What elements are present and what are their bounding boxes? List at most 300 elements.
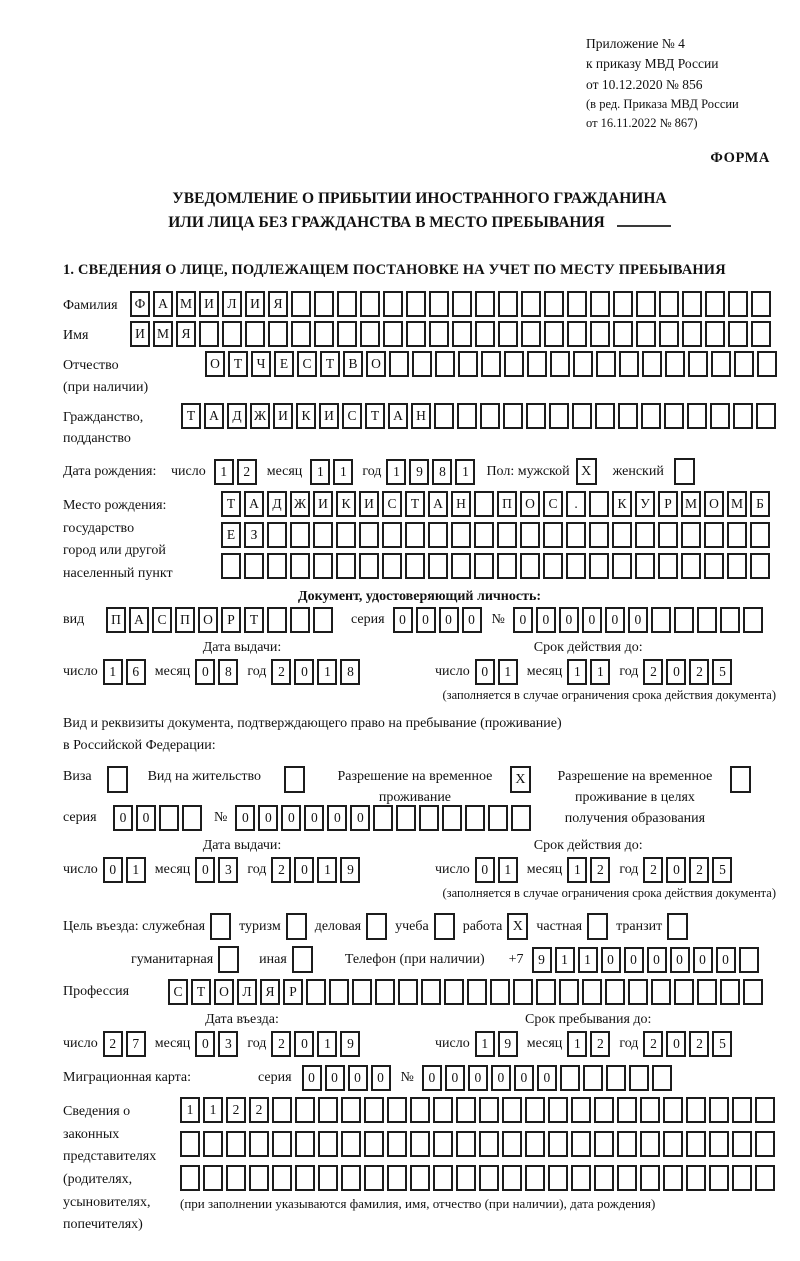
form-cell[interactable]: Н — [411, 403, 431, 429]
form-cell[interactable]: В — [343, 351, 363, 377]
form-cell[interactable] — [613, 321, 633, 347]
form-cell[interactable] — [536, 979, 556, 1005]
form-cell[interactable]: 0 — [371, 1065, 391, 1091]
form-cell[interactable] — [295, 1131, 315, 1157]
form-cell[interactable] — [203, 1131, 223, 1157]
form-cell[interactable] — [664, 403, 684, 429]
form-cell[interactable]: Ч — [251, 351, 271, 377]
form-cell[interactable] — [755, 1165, 775, 1191]
birth-day-cells[interactable] — [214, 459, 257, 485]
form-cell[interactable] — [479, 1165, 499, 1191]
form-cell[interactable]: 0 — [537, 1065, 557, 1091]
form-cell[interactable] — [525, 1131, 545, 1157]
form-cell[interactable] — [272, 1097, 292, 1123]
form-cell[interactable]: К — [336, 491, 356, 517]
doc-number-cells[interactable] — [513, 607, 763, 633]
form-cell[interactable] — [686, 1097, 706, 1123]
form-cell[interactable] — [727, 553, 747, 579]
form-cell[interactable] — [710, 403, 730, 429]
form-cell[interactable] — [682, 321, 702, 347]
form-cell[interactable] — [210, 913, 231, 940]
form-cell[interactable]: 0 — [294, 659, 314, 685]
form-cell[interactable]: И — [273, 403, 293, 429]
form-cell[interactable] — [467, 979, 487, 1005]
form-cell[interactable]: 0 — [103, 857, 123, 883]
form-cell[interactable]: Р — [283, 979, 303, 1005]
doc-type-cells[interactable] — [106, 607, 333, 633]
form-cell[interactable] — [705, 321, 725, 347]
form-cell[interactable] — [686, 1131, 706, 1157]
form-cell[interactable] — [628, 979, 648, 1005]
form-cell[interactable] — [405, 553, 425, 579]
form-cell[interactable]: Р — [221, 607, 241, 633]
form-cell[interactable] — [421, 979, 441, 1005]
form-cell[interactable] — [267, 607, 287, 633]
form-cell[interactable]: С — [297, 351, 317, 377]
birthplace-cells-row1[interactable] — [221, 491, 770, 517]
form-cell[interactable] — [199, 321, 219, 347]
form-cell[interactable] — [629, 1065, 649, 1091]
entry-day-cells[interactable] — [103, 1031, 146, 1057]
form-cell[interactable]: И — [359, 491, 379, 517]
form-cell[interactable] — [159, 805, 179, 831]
form-cell[interactable]: 0 — [582, 607, 602, 633]
stay-month-cells[interactable] — [567, 1031, 610, 1057]
form-cell[interactable] — [640, 1165, 660, 1191]
form-cell[interactable] — [589, 491, 609, 517]
stay-year-cells[interactable] — [643, 1031, 732, 1057]
form-cell[interactable]: С — [543, 491, 563, 517]
form-cell[interactable]: А — [153, 291, 173, 317]
form-cell[interactable]: 0 — [670, 947, 690, 973]
form-cell[interactable] — [383, 291, 403, 317]
form-cell[interactable] — [544, 291, 564, 317]
form-cell[interactable]: 0 — [113, 805, 133, 831]
form-cell[interactable]: Е — [274, 351, 294, 377]
form-cell[interactable] — [284, 766, 305, 793]
form-cell[interactable] — [502, 1131, 522, 1157]
form-cell[interactable]: 1 — [317, 857, 337, 883]
form-cell[interactable]: Т — [228, 351, 248, 377]
form-cell[interactable] — [658, 522, 678, 548]
form-cell[interactable] — [733, 403, 753, 429]
form-cell[interactable]: X — [576, 458, 597, 485]
form-cell[interactable] — [709, 1097, 729, 1123]
form-cell[interactable] — [457, 403, 477, 429]
form-cell[interactable] — [571, 1165, 591, 1191]
form-cell[interactable] — [341, 1131, 361, 1157]
form-cell[interactable]: 2 — [689, 857, 709, 883]
form-cell[interactable] — [244, 553, 264, 579]
form-cell[interactable] — [272, 1131, 292, 1157]
form-cell[interactable] — [410, 1165, 430, 1191]
form-cell[interactable] — [665, 351, 685, 377]
form-cell[interactable] — [318, 1131, 338, 1157]
doc-issue-day-cells[interactable] — [103, 659, 146, 685]
form-cell[interactable] — [548, 1097, 568, 1123]
form-cell[interactable] — [612, 522, 632, 548]
form-cell[interactable] — [382, 553, 402, 579]
form-cell[interactable] — [375, 979, 395, 1005]
purpose-official-checkbox[interactable] — [210, 913, 231, 940]
form-cell[interactable] — [635, 553, 655, 579]
form-cell[interactable] — [359, 553, 379, 579]
form-cell[interactable]: 2 — [590, 857, 610, 883]
form-cell[interactable] — [674, 458, 695, 485]
form-cell[interactable] — [727, 522, 747, 548]
form-cell[interactable]: Я — [176, 321, 196, 347]
form-cell[interactable]: А — [428, 491, 448, 517]
form-cell[interactable] — [511, 805, 531, 831]
form-cell[interactable]: 2 — [689, 1031, 709, 1057]
form-cell[interactable] — [366, 913, 387, 940]
form-cell[interactable] — [757, 351, 777, 377]
form-cell[interactable] — [249, 1131, 269, 1157]
mig-series-cells[interactable] — [302, 1065, 391, 1091]
form-cell[interactable] — [456, 1097, 476, 1123]
form-cell[interactable] — [605, 979, 625, 1005]
form-cell[interactable] — [382, 522, 402, 548]
form-cell[interactable] — [218, 946, 239, 973]
form-cell[interactable]: М — [681, 491, 701, 517]
form-cell[interactable] — [318, 1097, 338, 1123]
form-cell[interactable]: 0 — [136, 805, 156, 831]
form-cell[interactable]: О — [520, 491, 540, 517]
form-cell[interactable] — [730, 766, 751, 793]
form-cell[interactable]: 0 — [439, 607, 459, 633]
form-cell[interactable]: 9 — [340, 857, 360, 883]
form-cell[interactable] — [249, 1165, 269, 1191]
form-cell[interactable] — [435, 351, 455, 377]
form-cell[interactable]: 1 — [578, 947, 598, 973]
form-cell[interactable] — [751, 291, 771, 317]
form-cell[interactable] — [526, 403, 546, 429]
form-cell[interactable]: 2 — [643, 857, 663, 883]
form-cell[interactable] — [364, 1097, 384, 1123]
form-cell[interactable] — [612, 553, 632, 579]
form-cell[interactable] — [525, 1097, 545, 1123]
form-cell[interactable] — [291, 321, 311, 347]
purpose-other-checkbox[interactable] — [292, 946, 313, 973]
form-cell[interactable] — [306, 979, 326, 1005]
form-cell[interactable] — [548, 1131, 568, 1157]
form-cell[interactable] — [595, 403, 615, 429]
form-cell[interactable] — [475, 291, 495, 317]
form-cell[interactable] — [543, 553, 563, 579]
form-cell[interactable] — [286, 913, 307, 940]
form-cell[interactable] — [663, 1131, 683, 1157]
form-cell[interactable]: А — [244, 491, 264, 517]
form-cell[interactable]: 0 — [693, 947, 713, 973]
form-cell[interactable] — [667, 913, 688, 940]
form-cell[interactable] — [635, 522, 655, 548]
form-cell[interactable] — [318, 1165, 338, 1191]
form-cell[interactable]: О — [704, 491, 724, 517]
form-cell[interactable]: 2 — [271, 1031, 291, 1057]
form-cell[interactable]: 1 — [317, 659, 337, 685]
form-cell[interactable] — [290, 553, 310, 579]
form-cell[interactable]: Т — [244, 607, 264, 633]
permit-series-cells[interactable] — [113, 805, 202, 831]
form-cell[interactable] — [571, 1097, 591, 1123]
form-cell[interactable] — [503, 403, 523, 429]
form-cell[interactable] — [697, 979, 717, 1005]
form-cell[interactable] — [456, 1131, 476, 1157]
form-cell[interactable]: Л — [222, 291, 242, 317]
form-cell[interactable] — [406, 291, 426, 317]
form-cell[interactable] — [502, 1165, 522, 1191]
form-cell[interactable]: Ф — [130, 291, 150, 317]
form-cell[interactable] — [451, 522, 471, 548]
form-cell[interactable] — [465, 805, 485, 831]
permit-number-cells[interactable] — [235, 805, 531, 831]
form-cell[interactable] — [755, 1131, 775, 1157]
entry-month-cells[interactable] — [195, 1031, 238, 1057]
form-cell[interactable] — [456, 1165, 476, 1191]
form-cell[interactable]: С — [382, 491, 402, 517]
form-cell[interactable] — [594, 1165, 614, 1191]
form-cell[interactable] — [651, 607, 671, 633]
form-cell[interactable]: 9 — [498, 1031, 518, 1057]
form-cell[interactable]: Ж — [290, 491, 310, 517]
form-cell[interactable] — [502, 1097, 522, 1123]
form-cell[interactable]: 2 — [689, 659, 709, 685]
form-cell[interactable]: И — [319, 403, 339, 429]
form-cell[interactable] — [720, 979, 740, 1005]
surname-cells[interactable] — [130, 291, 771, 317]
form-cell[interactable] — [480, 403, 500, 429]
form-cell[interactable] — [720, 607, 740, 633]
form-cell[interactable] — [572, 403, 592, 429]
form-cell[interactable]: К — [612, 491, 632, 517]
form-cell[interactable] — [267, 522, 287, 548]
form-cell[interactable]: 1 — [126, 857, 146, 883]
form-cell[interactable] — [613, 291, 633, 317]
form-cell[interactable] — [433, 1165, 453, 1191]
form-cell[interactable] — [245, 321, 265, 347]
form-cell[interactable] — [107, 766, 128, 793]
form-cell[interactable] — [337, 321, 357, 347]
form-cell[interactable] — [290, 607, 310, 633]
form-cell[interactable]: Т — [365, 403, 385, 429]
birth-month-cells[interactable] — [310, 459, 353, 485]
purpose-transit-checkbox[interactable] — [667, 913, 688, 940]
form-cell[interactable] — [488, 805, 508, 831]
temp-residence-checkbox[interactable] — [501, 766, 531, 793]
form-cell[interactable] — [618, 403, 638, 429]
form-cell[interactable] — [429, 321, 449, 347]
form-cell[interactable]: Р — [658, 491, 678, 517]
form-cell[interactable]: 5 — [712, 857, 732, 883]
form-cell[interactable]: 0 — [628, 607, 648, 633]
form-cell[interactable]: 0 — [601, 947, 621, 973]
form-cell[interactable]: У — [635, 491, 655, 517]
form-cell[interactable]: 0 — [666, 659, 686, 685]
form-cell[interactable]: 2 — [271, 659, 291, 685]
form-cell[interactable]: 1 — [386, 459, 406, 485]
form-cell[interactable] — [387, 1131, 407, 1157]
form-cell[interactable] — [590, 321, 610, 347]
form-cell[interactable] — [498, 321, 518, 347]
form-cell[interactable] — [434, 913, 455, 940]
form-cell[interactable]: 0 — [416, 607, 436, 633]
form-cell[interactable] — [295, 1165, 315, 1191]
form-cell[interactable] — [479, 1097, 499, 1123]
form-cell[interactable] — [520, 553, 540, 579]
form-cell[interactable]: 2 — [643, 659, 663, 685]
form-cell[interactable]: 0 — [195, 659, 215, 685]
form-cell[interactable] — [226, 1165, 246, 1191]
form-cell[interactable] — [398, 979, 418, 1005]
form-cell[interactable]: Д — [267, 491, 287, 517]
form-cell[interactable]: 1 — [180, 1097, 200, 1123]
form-cell[interactable]: 2 — [249, 1097, 269, 1123]
form-cell[interactable]: 0 — [302, 1065, 322, 1091]
form-cell[interactable] — [433, 1097, 453, 1123]
form-cell[interactable] — [743, 607, 763, 633]
form-cell[interactable] — [452, 321, 472, 347]
form-cell[interactable] — [221, 553, 241, 579]
form-cell[interactable]: И — [130, 321, 150, 347]
form-cell[interactable] — [475, 321, 495, 347]
permit-valid-day-cells[interactable] — [475, 857, 518, 883]
form-cell[interactable] — [636, 291, 656, 317]
form-cell[interactable] — [705, 291, 725, 317]
form-cell[interactable]: Ж — [250, 403, 270, 429]
permit-issue-year-cells[interactable] — [271, 857, 360, 883]
form-cell[interactable] — [429, 291, 449, 317]
profession-cells[interactable] — [168, 979, 763, 1005]
form-cell[interactable] — [373, 805, 393, 831]
form-cell[interactable]: 0 — [325, 1065, 345, 1091]
form-cell[interactable] — [313, 522, 333, 548]
form-cell[interactable]: 0 — [422, 1065, 442, 1091]
form-cell[interactable] — [582, 979, 602, 1005]
form-cell[interactable] — [290, 522, 310, 548]
form-cell[interactable]: 1 — [567, 1031, 587, 1057]
form-cell[interactable]: 1 — [567, 857, 587, 883]
form-cell[interactable] — [389, 351, 409, 377]
form-cell[interactable] — [226, 1131, 246, 1157]
form-cell[interactable] — [359, 522, 379, 548]
purpose-work-checkbox[interactable] — [507, 913, 528, 940]
form-cell[interactable]: 5 — [712, 1031, 732, 1057]
purpose-private-checkbox[interactable] — [587, 913, 608, 940]
form-cell[interactable] — [497, 522, 517, 548]
form-cell[interactable] — [490, 979, 510, 1005]
form-cell[interactable]: X — [507, 913, 528, 940]
form-cell[interactable] — [739, 947, 759, 973]
form-cell[interactable]: 0 — [462, 607, 482, 633]
form-cell[interactable]: 0 — [624, 947, 644, 973]
form-cell[interactable] — [617, 1165, 637, 1191]
form-cell[interactable]: А — [129, 607, 149, 633]
form-cell[interactable] — [521, 321, 541, 347]
form-cell[interactable] — [410, 1131, 430, 1157]
form-cell[interactable] — [681, 553, 701, 579]
form-cell[interactable]: Б — [750, 491, 770, 517]
doc-valid-day-cells[interactable] — [475, 659, 518, 685]
form-cell[interactable] — [313, 607, 333, 633]
form-cell[interactable] — [428, 522, 448, 548]
form-cell[interactable] — [295, 1097, 315, 1123]
form-cell[interactable] — [444, 979, 464, 1005]
form-cell[interactable] — [410, 1097, 430, 1123]
form-cell[interactable] — [617, 1131, 637, 1157]
form-cell[interactable]: 0 — [536, 607, 556, 633]
form-cell[interactable] — [548, 1165, 568, 1191]
form-cell[interactable] — [428, 553, 448, 579]
form-cell[interactable] — [590, 291, 610, 317]
form-cell[interactable] — [481, 351, 501, 377]
form-cell[interactable]: 0 — [716, 947, 736, 973]
form-cell[interactable] — [697, 607, 717, 633]
form-cell[interactable]: 0 — [327, 805, 347, 831]
form-cell[interactable] — [267, 553, 287, 579]
form-cell[interactable] — [405, 522, 425, 548]
form-cell[interactable]: 2 — [271, 857, 291, 883]
form-cell[interactable] — [674, 607, 694, 633]
form-cell[interactable] — [596, 351, 616, 377]
form-cell[interactable] — [640, 1097, 660, 1123]
form-cell[interactable]: 0 — [666, 857, 686, 883]
representatives-cells-row3[interactable] — [180, 1165, 775, 1191]
form-cell[interactable] — [750, 522, 770, 548]
form-cell[interactable]: О — [198, 607, 218, 633]
form-cell[interactable]: . — [566, 491, 586, 517]
form-cell[interactable] — [704, 522, 724, 548]
form-cell[interactable] — [314, 291, 334, 317]
form-cell[interactable]: 1 — [455, 459, 475, 485]
form-cell[interactable]: 0 — [294, 1031, 314, 1057]
form-cell[interactable]: 0 — [605, 607, 625, 633]
form-cell[interactable] — [341, 1165, 361, 1191]
purpose-study-checkbox[interactable] — [434, 913, 455, 940]
form-cell[interactable] — [412, 351, 432, 377]
form-cell[interactable]: К — [296, 403, 316, 429]
form-cell[interactable] — [527, 351, 547, 377]
form-cell[interactable] — [606, 1065, 626, 1091]
form-cell[interactable] — [360, 291, 380, 317]
form-cell[interactable]: 0 — [348, 1065, 368, 1091]
name-cells[interactable] — [130, 321, 771, 347]
form-cell[interactable]: 1 — [498, 659, 518, 685]
form-cell[interactable]: Т — [405, 491, 425, 517]
form-cell[interactable] — [337, 291, 357, 317]
form-cell[interactable] — [525, 1165, 545, 1191]
form-cell[interactable] — [352, 979, 372, 1005]
form-cell[interactable]: Л — [237, 979, 257, 1005]
form-cell[interactable]: 2 — [237, 459, 257, 485]
form-cell[interactable] — [663, 1165, 683, 1191]
form-cell[interactable] — [709, 1131, 729, 1157]
form-cell[interactable] — [550, 351, 570, 377]
form-cell[interactable] — [521, 291, 541, 317]
form-cell[interactable]: 0 — [559, 607, 579, 633]
form-cell[interactable]: Я — [268, 291, 288, 317]
form-cell[interactable]: 3 — [218, 1031, 238, 1057]
stay-day-cells[interactable] — [475, 1031, 518, 1057]
purpose-business-checkbox[interactable] — [366, 913, 387, 940]
form-cell[interactable]: С — [152, 607, 172, 633]
form-cell[interactable]: 1 — [475, 1031, 495, 1057]
form-cell[interactable] — [681, 522, 701, 548]
form-cell[interactable]: 1 — [498, 857, 518, 883]
form-cell[interactable]: 0 — [514, 1065, 534, 1091]
form-cell[interactable]: 0 — [235, 805, 255, 831]
form-cell[interactable]: 1 — [555, 947, 575, 973]
form-cell[interactable] — [180, 1131, 200, 1157]
